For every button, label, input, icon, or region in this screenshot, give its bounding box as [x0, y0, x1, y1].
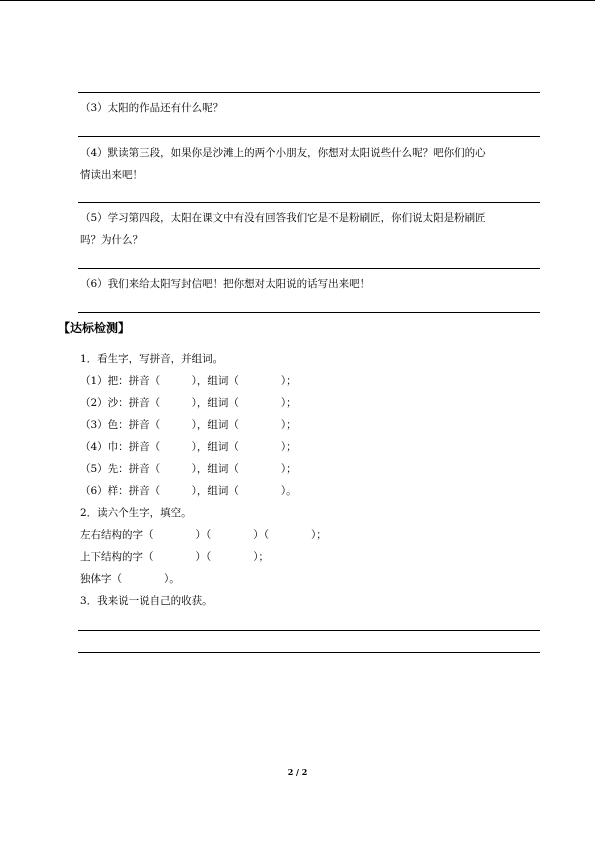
answer-line — [78, 92, 540, 93]
answer-line — [78, 136, 540, 137]
answer-line — [78, 312, 540, 313]
answer-line — [78, 268, 540, 269]
page-number: 2 / 2 — [287, 767, 308, 777]
task-3-title: 3．我来说一说自己的收获。 — [80, 595, 213, 607]
question-6: （6）我们来给太阳写封信吧！把你想对太阳说的话写出来吧！ — [80, 278, 371, 290]
task-1-item-1: （1）把：拼音（ ），组词（ ）； — [80, 375, 297, 387]
task-2-title: 2．读六个生字，填空。 — [80, 507, 192, 519]
task-1-item-2: （2）沙：拼音（ ），组词（ ）； — [80, 397, 297, 409]
answer-line — [78, 652, 540, 653]
question-5-line-1: （5）学习第四段，太阳在课文中有没有回答我们它是不是粉刷匠，你们说太阳是粉刷匠 — [80, 212, 486, 224]
answer-line — [78, 630, 540, 631]
task-1-title: 1．看生字，写拼音，并组词。 — [80, 353, 224, 365]
answer-line — [78, 202, 540, 203]
question-4-line-2: 情读出来吧！ — [80, 169, 143, 181]
section-title: 【达标检测】 — [58, 321, 131, 335]
question-5-line-2: 吗？为什么？ — [80, 234, 143, 246]
task-1-item-3: （3）色：拼音（ ），组词（ ）； — [80, 419, 297, 431]
task-2-top-bottom: 上下结构的字（ ）（ ）； — [80, 551, 269, 563]
task-2-single: 独体字（ ）。 — [80, 573, 180, 585]
task-1-item-6: （6）样：拼音（ ），组词（ ）。 — [80, 485, 297, 497]
header-rule — [0, 0, 595, 1]
question-4-line-1: （4）默读第三段，如果你是沙滩上的两个小朋友，你想对太阳说些什么呢？吧你们的心 — [80, 147, 486, 159]
task-1-item-4: （4）巾：拼音（ ），组词（ ）； — [80, 441, 297, 453]
task-2-left-right: 左右结构的字（ ）（ ）（ ）； — [80, 529, 327, 541]
task-1-item-5: （5）先：拼音（ ），组词（ ）； — [80, 463, 297, 475]
question-3: （3）太阳的作品还有什么呢？ — [80, 102, 224, 114]
